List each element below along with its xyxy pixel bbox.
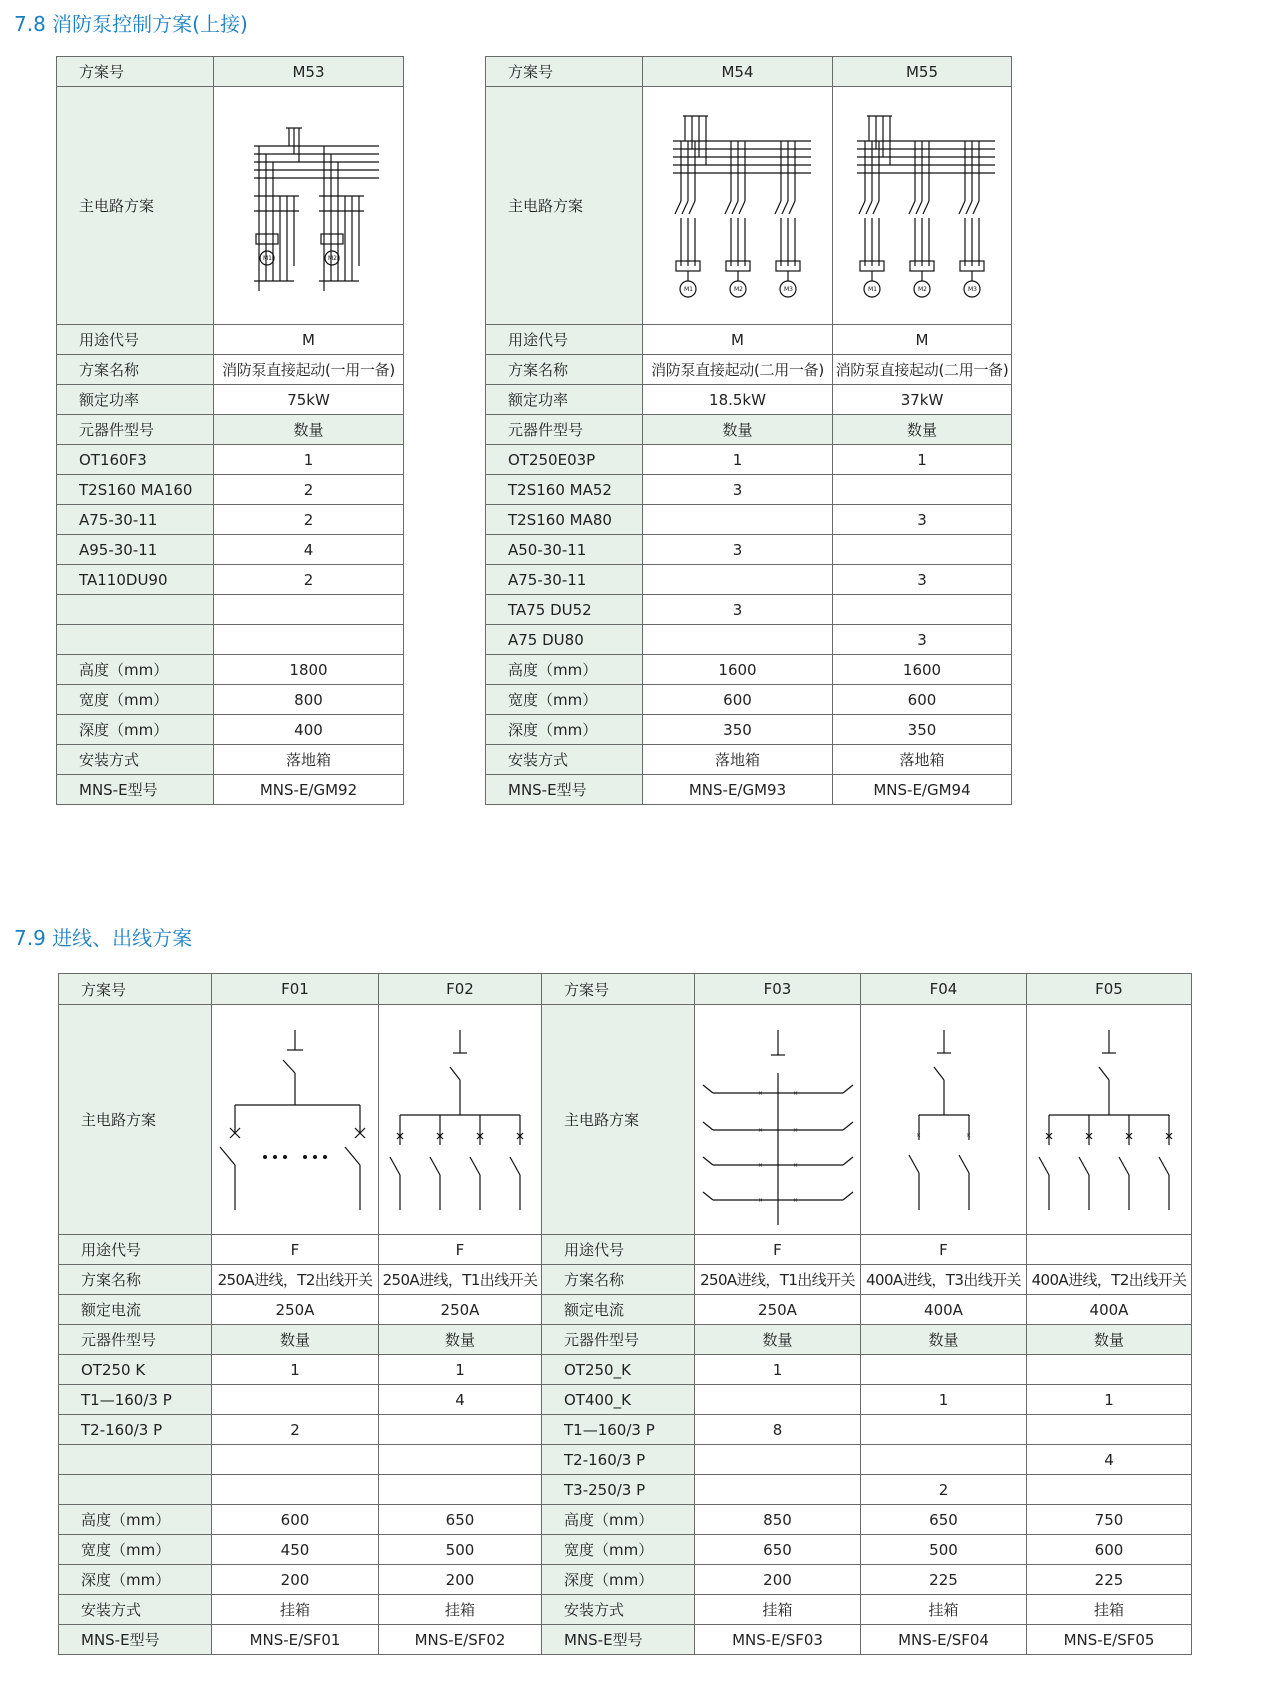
label-component-model: 元器件型号: [486, 415, 643, 445]
component-model: T2-160/3 P: [59, 1415, 212, 1445]
component-qty: 1: [861, 1385, 1027, 1415]
component-model: OT250 K: [59, 1355, 212, 1385]
component-qty: [833, 475, 1012, 505]
f01-current: 250A: [212, 1295, 379, 1325]
circuit-line: [1159, 1157, 1169, 1175]
label-rated-current: 额定电流: [542, 1295, 695, 1325]
label-depth: 深度（mm）: [486, 715, 643, 745]
label-mounting: 安装方式: [542, 1595, 695, 1625]
scheme-f01: F01: [212, 974, 379, 1005]
f01-usage: F: [212, 1235, 379, 1265]
circuit-line: [966, 201, 972, 214]
f01-mounting: 挂箱: [212, 1595, 379, 1625]
label-main-circuit: 主电路方案: [486, 87, 643, 325]
m55-depth: 350: [833, 715, 1012, 745]
scheme-f05: F05: [1027, 974, 1192, 1005]
component-model: OT160F3: [57, 445, 214, 475]
label-usage-code: 用途代号: [57, 325, 214, 355]
component-qty: 4: [1027, 1445, 1192, 1475]
label-depth: 深度（mm）: [542, 1565, 695, 1595]
label-scheme-name: 方案名称: [542, 1265, 695, 1295]
scheme-f03: F03: [695, 974, 861, 1005]
component-qty: 1: [379, 1355, 542, 1385]
component-qty: [643, 625, 833, 655]
svg-text:×: ×: [965, 1131, 971, 1139]
f05-width: 600: [1027, 1535, 1192, 1565]
circuit-line: [973, 201, 979, 214]
m54-circuit-diagram: [643, 87, 833, 325]
label-main-circuit: 主电路方案: [59, 1005, 212, 1235]
f03-width: 650: [695, 1535, 861, 1565]
label-main-circuit: 主电路方案: [57, 87, 214, 325]
component-qty: [833, 595, 1012, 625]
m55-mns: MNS-E/GM94: [833, 775, 1012, 805]
f05-current: 400A: [1027, 1295, 1192, 1325]
circuit-line: [1119, 1157, 1129, 1175]
label-mounting: 安装方式: [57, 745, 214, 775]
m53-name: 消防泵直接起动(一用一备): [214, 355, 404, 385]
circuit-line: [510, 1157, 520, 1175]
f01-height: 600: [212, 1505, 379, 1535]
scheme-f02: F02: [379, 974, 542, 1005]
f04-mns: MNS-E/SF04: [861, 1625, 1027, 1655]
label-rated-current: 额定电流: [59, 1295, 212, 1325]
component-model: OT400_K: [542, 1385, 695, 1415]
f05-mounting: 挂箱: [1027, 1595, 1192, 1625]
component-qty: 3: [643, 535, 833, 565]
m54-usage: M: [643, 325, 833, 355]
component-qty: 1: [214, 445, 404, 475]
component-model: OT250E03P: [486, 445, 643, 475]
circuit-line: [470, 1157, 480, 1175]
f05-circuit-diagram: [1027, 1005, 1192, 1235]
m55-circuit-svg: [847, 106, 997, 306]
f03-circuit-svg: [698, 1015, 858, 1225]
m53-qty-label: 数量: [214, 415, 404, 445]
component-qty: 1: [1027, 1385, 1192, 1415]
m55-width: 600: [833, 685, 1012, 715]
m53-depth: 400: [214, 715, 404, 745]
label-main-circuit: 主电路方案: [542, 1005, 695, 1235]
component-qty: 4: [214, 535, 404, 565]
circuit-line: [959, 201, 965, 214]
label-scheme-no: 方案号: [59, 974, 212, 1005]
component-qty: [695, 1475, 861, 1505]
f03-current: 250A: [695, 1295, 861, 1325]
label-usage-code: 用途代号: [59, 1235, 212, 1265]
component-model: T1—160/3 P: [542, 1415, 695, 1445]
f04-circuit-svg: [864, 1015, 1024, 1225]
label-component-model: 元器件型号: [542, 1325, 695, 1355]
m54-m55-table: [485, 56, 1012, 805]
incoming-outgoing-table: [58, 973, 1192, 1655]
label-width: 宽度（mm）: [542, 1535, 695, 1565]
component-model: T2S160 MA80: [486, 505, 643, 535]
m54-mounting: 落地箱: [643, 745, 833, 775]
m53-table: [56, 56, 404, 805]
qty-label: 数量: [212, 1325, 379, 1355]
label-mounting: 安装方式: [59, 1595, 212, 1625]
scheme-m54: M54: [643, 57, 833, 87]
m55-qty-label: 数量: [833, 415, 1012, 445]
circuit-line: [1099, 1067, 1109, 1080]
f02-circuit-diagram: [379, 1005, 542, 1235]
circuit-line: [866, 201, 872, 214]
component-qty: [861, 1355, 1027, 1385]
empty-cell: [212, 1445, 379, 1475]
f02-height: 650: [379, 1505, 542, 1535]
empty-cell: [214, 595, 404, 625]
svg-text:×: ×: [792, 1196, 798, 1204]
f01-name: 250A进线，T2出线开关: [212, 1265, 379, 1295]
component-qty: [212, 1385, 379, 1415]
empty-cell: [59, 1475, 212, 1505]
m53-height: 1800: [214, 655, 404, 685]
f02-name: 250A进线，T1出线开关: [379, 1265, 542, 1295]
component-qty: 1: [833, 445, 1012, 475]
m54-depth: 350: [643, 715, 833, 745]
section-7-9-title: 7.9 进线、出线方案: [14, 926, 193, 950]
m53-usage: M: [214, 325, 404, 355]
f03-circuit-diagram: [695, 1005, 861, 1235]
circuit-line: [1079, 1157, 1089, 1175]
component-qty: [379, 1415, 542, 1445]
circuit-line: [430, 1157, 440, 1175]
circuit-line: [450, 1067, 460, 1080]
scheme-f04: F04: [861, 974, 1027, 1005]
f04-width: 500: [861, 1535, 1027, 1565]
component-qty: 3: [833, 565, 1012, 595]
m55-mounting: 落地箱: [833, 745, 1012, 775]
qty-label: 数量: [379, 1325, 542, 1355]
component-model: A95-30-11: [57, 535, 214, 565]
component-qty: 3: [643, 595, 833, 625]
m53-mounting: 落地箱: [214, 745, 404, 775]
f03-name: 250A进线，T1出线开关: [695, 1265, 861, 1295]
component-model: T2S160 MA52: [486, 475, 643, 505]
circuit-line: [689, 201, 695, 214]
empty-cell: [214, 625, 404, 655]
circuit-line: [775, 201, 781, 214]
svg-text:×: ×: [757, 1089, 763, 1097]
label-depth: 深度（mm）: [59, 1565, 212, 1595]
component-qty: [643, 505, 833, 535]
f02-circuit-svg: [380, 1015, 540, 1225]
f04-depth: 225: [861, 1565, 1027, 1595]
f02-mns: MNS-E/SF02: [379, 1625, 542, 1655]
component-qty: 1: [212, 1355, 379, 1385]
f02-width: 500: [379, 1535, 542, 1565]
label-mns-model: MNS-E型号: [542, 1625, 695, 1655]
svg-text:×: ×: [915, 1131, 921, 1139]
qty-label: 数量: [861, 1325, 1027, 1355]
label-scheme-name: 方案名称: [486, 355, 643, 385]
component-qty: [695, 1385, 861, 1415]
svg-text:M1: M1: [262, 254, 272, 262]
m54-height: 1600: [643, 655, 833, 685]
f05-circuit-svg: [1029, 1015, 1189, 1225]
motor-label: M3: [783, 285, 793, 293]
motor-label: M1: [868, 285, 877, 293]
circuit-line: [782, 201, 788, 214]
qty-label: 数量: [1027, 1325, 1192, 1355]
motor-label: M3: [968, 285, 977, 293]
component-qty: [643, 565, 833, 595]
m54-width: 600: [643, 685, 833, 715]
motor-label: M2: [733, 285, 743, 293]
m55-name: 消防泵直接起动(二用一备): [833, 355, 1012, 385]
motor-label: M1: [683, 285, 693, 293]
label-rated-power: 额定功率: [486, 385, 643, 415]
circuit-line: [923, 201, 929, 214]
component-qty: 3: [833, 625, 1012, 655]
f04-current: 400A: [861, 1295, 1027, 1325]
component-model: T2S160 MA160: [57, 475, 214, 505]
label-usage-code: 用途代号: [542, 1235, 695, 1265]
m53-mns: MNS-E/GM92: [214, 775, 404, 805]
component-qty: [1027, 1355, 1192, 1385]
f03-mns: MNS-E/SF03: [695, 1625, 861, 1655]
f05-mns: MNS-E/SF05: [1027, 1625, 1192, 1655]
component-qty: 1: [695, 1355, 861, 1385]
component-qty: 2: [214, 565, 404, 595]
label-scheme-name: 方案名称: [57, 355, 214, 385]
m54-name: 消防泵直接起动(二用一备): [643, 355, 833, 385]
component-qty: 2: [212, 1415, 379, 1445]
m54-circuit-svg: [663, 106, 813, 306]
f05-usage: [1027, 1235, 1192, 1265]
m54-power: 18.5kW: [643, 385, 833, 415]
qty-label: 数量: [695, 1325, 861, 1355]
label-mns-model: MNS-E型号: [59, 1625, 212, 1655]
f04-usage: F: [861, 1235, 1027, 1265]
component-model: OT250_K: [542, 1355, 695, 1385]
svg-text:M2: M2: [327, 254, 337, 262]
empty-cell: [59, 1445, 212, 1475]
label-height: 高度（mm）: [57, 655, 214, 685]
f03-usage: F: [695, 1235, 861, 1265]
label-scheme-no: 方案号: [486, 57, 643, 87]
m53-circuit-diagram: [214, 87, 404, 325]
f01-width: 450: [212, 1535, 379, 1565]
component-qty: [1027, 1415, 1192, 1445]
f05-height: 750: [1027, 1505, 1192, 1535]
component-model: A75-30-11: [486, 565, 643, 595]
section-7-8-title: 7.8 消防泵控制方案(上接): [14, 12, 248, 36]
svg-text:×: ×: [757, 1126, 763, 1134]
label-usage-code: 用途代号: [486, 325, 643, 355]
component-qty: 2: [214, 505, 404, 535]
label-scheme-no: 方案号: [57, 57, 214, 87]
circuit-line: [682, 201, 688, 214]
component-qty: 2: [214, 475, 404, 505]
circuit-line: [725, 201, 731, 214]
f03-depth: 200: [695, 1565, 861, 1595]
circuit-line: [732, 201, 738, 214]
f01-mns: MNS-E/SF01: [212, 1625, 379, 1655]
label-depth: 深度（mm）: [57, 715, 214, 745]
m55-height: 1600: [833, 655, 1012, 685]
label-width: 宽度（mm）: [486, 685, 643, 715]
label-mounting: 安装方式: [486, 745, 643, 775]
svg-text:×: ×: [792, 1161, 798, 1169]
f03-mounting: 挂箱: [695, 1595, 861, 1625]
component-model: A50-30-11: [486, 535, 643, 565]
m53-circuit-svg: [234, 116, 384, 296]
m53-power: 75kW: [214, 385, 404, 415]
circuit-line: [859, 201, 865, 214]
label-component-model: 元器件型号: [59, 1325, 212, 1355]
circuit-line: [789, 201, 795, 214]
circuit-line: [916, 201, 922, 214]
empty-cell: [212, 1475, 379, 1505]
empty-cell: [379, 1445, 542, 1475]
svg-text:×: ×: [792, 1089, 798, 1097]
label-width: 宽度（mm）: [57, 685, 214, 715]
component-qty: [861, 1445, 1027, 1475]
label-scheme-name: 方案名称: [59, 1265, 212, 1295]
svg-text:×: ×: [757, 1161, 763, 1169]
m55-circuit-diagram: [833, 87, 1012, 325]
empty-cell: [57, 625, 214, 655]
label-scheme-no: 方案号: [542, 974, 695, 1005]
component-qty: [1027, 1475, 1192, 1505]
component-qty: 1: [643, 445, 833, 475]
m54-mns: MNS-E/GM93: [643, 775, 833, 805]
f02-usage: F: [379, 1235, 542, 1265]
scheme-m53: M53: [214, 57, 404, 87]
f02-current: 250A: [379, 1295, 542, 1325]
component-model: T3-250/3 P: [542, 1475, 695, 1505]
component-qty: 3: [643, 475, 833, 505]
f04-circuit-diagram: [861, 1005, 1027, 1235]
component-model: T2-160/3 P: [542, 1445, 695, 1475]
f04-name: 400A进线，T3出线开关: [861, 1265, 1027, 1295]
f03-height: 850: [695, 1505, 861, 1535]
scheme-m55: M55: [833, 57, 1012, 87]
m54-qty-label: 数量: [643, 415, 833, 445]
component-model: TA110DU90: [57, 565, 214, 595]
label-component-model: 元器件型号: [57, 415, 214, 445]
component-qty: 4: [379, 1385, 542, 1415]
component-qty: 2: [861, 1475, 1027, 1505]
f01-depth: 200: [212, 1565, 379, 1595]
component-qty: [861, 1415, 1027, 1445]
m53-width: 800: [214, 685, 404, 715]
f01-circuit-svg: [215, 1015, 375, 1225]
component-model: A75-30-11: [57, 505, 214, 535]
empty-cell: [379, 1475, 542, 1505]
component-qty: [833, 535, 1012, 565]
circuit-line: [1039, 1157, 1049, 1175]
label-height: 高度（mm）: [542, 1505, 695, 1535]
label-height: 高度（mm）: [59, 1505, 212, 1535]
component-qty: [695, 1445, 861, 1475]
circuit-line: [909, 201, 915, 214]
f02-mounting: 挂箱: [379, 1595, 542, 1625]
empty-cell: [57, 595, 214, 625]
f02-depth: 200: [379, 1565, 542, 1595]
circuit-line: [390, 1157, 400, 1175]
component-model: T1—160/3 P: [59, 1385, 212, 1415]
svg-text:×: ×: [757, 1196, 763, 1204]
label-mns-model: MNS-E型号: [57, 775, 214, 805]
label-mns-model: MNS-E型号: [486, 775, 643, 805]
label-height: 高度（mm）: [486, 655, 643, 685]
motor-label: M2: [918, 285, 927, 293]
component-model: A75 DU80: [486, 625, 643, 655]
f01-circuit-diagram: [212, 1005, 379, 1235]
label-rated-power: 额定功率: [57, 385, 214, 415]
svg-text:×: ×: [792, 1126, 798, 1134]
circuit-line: [739, 201, 745, 214]
m55-usage: M: [833, 325, 1012, 355]
component-model: TA75 DU52: [486, 595, 643, 625]
m55-power: 37kW: [833, 385, 1012, 415]
label-width: 宽度（mm）: [59, 1535, 212, 1565]
f05-name: 400A进线，T2出线开关: [1027, 1265, 1192, 1295]
f05-depth: 225: [1027, 1565, 1192, 1595]
circuit-line: [675, 201, 681, 214]
component-qty: 3: [833, 505, 1012, 535]
component-qty: 8: [695, 1415, 861, 1445]
f04-mounting: 挂箱: [861, 1595, 1027, 1625]
f04-height: 650: [861, 1505, 1027, 1535]
circuit-line: [873, 201, 879, 214]
